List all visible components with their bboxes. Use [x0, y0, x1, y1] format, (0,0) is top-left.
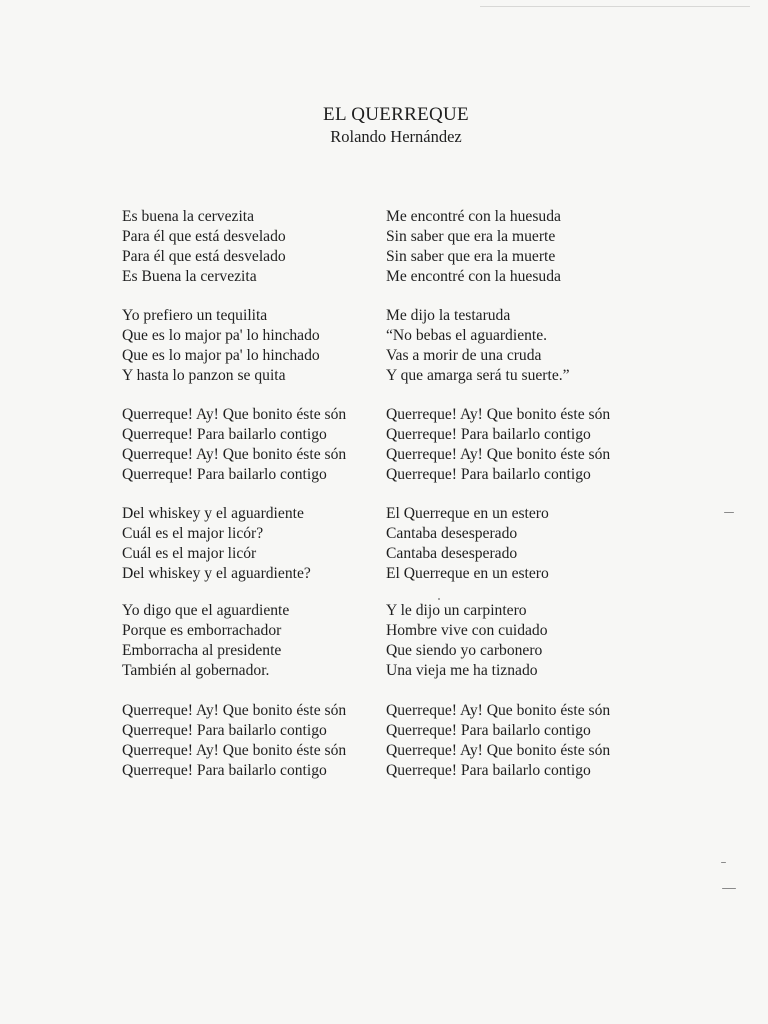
lyric-line: Querreque! Para bailarlo contigo — [386, 426, 591, 443]
lyric-line: “No bebas el aguardiente. — [386, 327, 548, 344]
lyric-line: Que siendo yo carbonero — [386, 642, 543, 659]
scan-speck — [438, 598, 440, 600]
lyric-line: Para él que está desvelado — [122, 228, 286, 245]
lyric-line: Me dijo la testaruda — [386, 307, 511, 324]
lyric-line: El Querreque en un estero — [386, 565, 549, 582]
song-title: EL QUERREQUE — [323, 104, 469, 125]
lyric-line: Que es lo major pa' lo hinchado — [122, 327, 320, 344]
lyric-line: Querreque! Para bailarlo contigo — [386, 722, 591, 739]
lyric-line: Sin saber que era la muerte — [386, 228, 556, 245]
chorus-stanza — [122, 405, 346, 485]
lyric-line: Querreque! Ay! Que bonito éste són — [386, 406, 611, 423]
lyric-line: Del whiskey y el aguardiente — [122, 505, 304, 522]
chorus-stanza — [386, 405, 610, 485]
lyric-line: Querreque! Para bailarlo contigo — [122, 426, 327, 443]
chorus-stanza — [386, 701, 610, 781]
lyric-line: Querreque! Ay! Que bonito éste són — [386, 702, 611, 719]
scan-edge-line — [480, 6, 750, 7]
lyric-line: Querreque! Ay! Que bonito éste són — [122, 702, 347, 719]
lyric-line: Querreque! Ay! Que bonito éste són — [122, 406, 347, 423]
lyric-line: Me encontré con la huesuda — [386, 208, 561, 225]
scan-speck — [722, 888, 736, 889]
lyric-line: Es Buena la cervezita — [122, 268, 257, 285]
scan-speck — [724, 512, 734, 513]
lyric-line: Y le dijo un carpintero — [386, 602, 527, 619]
lyric-line: Cuál es el major licór? — [122, 525, 264, 542]
lyric-line: Y hasta lo panzon se quita — [122, 367, 286, 384]
lyric-line: Querreque! Para bailarlo contigo — [122, 466, 327, 483]
lyric-line: Cantaba desesperado — [386, 545, 518, 562]
lyric-line: Querreque! Ay! Que bonito éste són — [122, 446, 347, 463]
lyric-line: Querreque! Ay! Que bonito éste són — [386, 742, 611, 759]
lyric-line: Me encontré con la huesuda — [386, 268, 561, 285]
lyric-line: Y que amarga será tu suerte.” — [386, 367, 570, 384]
stanza — [386, 207, 561, 287]
stanza — [122, 207, 286, 287]
lyric-line: Una vieja me ha tiznado — [386, 662, 538, 679]
stanza — [122, 601, 289, 681]
scan-speck — [721, 862, 726, 863]
lyric-line: Hombre vive con cuidado — [386, 622, 548, 639]
stanza — [386, 601, 548, 681]
lyric-line: También al gobernador. — [122, 662, 270, 679]
song-author: Rolando Hernández — [330, 127, 462, 146]
lyric-line: Querreque! Ay! Que bonito éste són — [386, 446, 611, 463]
lyric-line: Querreque! Ay! Que bonito éste són — [122, 742, 347, 759]
stanza — [122, 504, 311, 584]
lyric-line: Porque es emborrachador — [122, 622, 282, 639]
lyric-line: Emborracha al presidente — [122, 642, 282, 659]
lyric-line: Que es lo major pa' lo hinchado — [122, 347, 320, 364]
lyric-line: Querreque! Para bailarlo contigo — [122, 762, 327, 779]
lyric-line: Del whiskey y el aguardiente? — [122, 565, 311, 582]
lyric-line: Para él que está desvelado — [122, 248, 286, 265]
lyric-line: Cuál es el major licór — [122, 545, 257, 562]
lyric-line: Sin saber que era la muerte — [386, 248, 556, 265]
chorus-stanza — [122, 701, 346, 781]
lyric-line: Es buena la cervezita — [122, 208, 255, 225]
lyric-line: Yo prefiero un tequilita — [122, 307, 268, 324]
lyric-line: Vas a morir de una cruda — [386, 347, 542, 364]
lyric-line: El Querreque en un estero — [386, 505, 549, 522]
stanza — [386, 306, 570, 386]
stanza — [386, 504, 549, 584]
stanza — [122, 306, 320, 386]
lyric-line: Querreque! Para bailarlo contigo — [122, 722, 327, 739]
lyric-line: Yo digo que el aguardiente — [122, 602, 290, 619]
lyric-line: Querreque! Para bailarlo contigo — [386, 762, 591, 779]
lyric-line: Cantaba desesperado — [386, 525, 518, 542]
lyric-line: Querreque! Para bailarlo contigo — [386, 466, 591, 483]
